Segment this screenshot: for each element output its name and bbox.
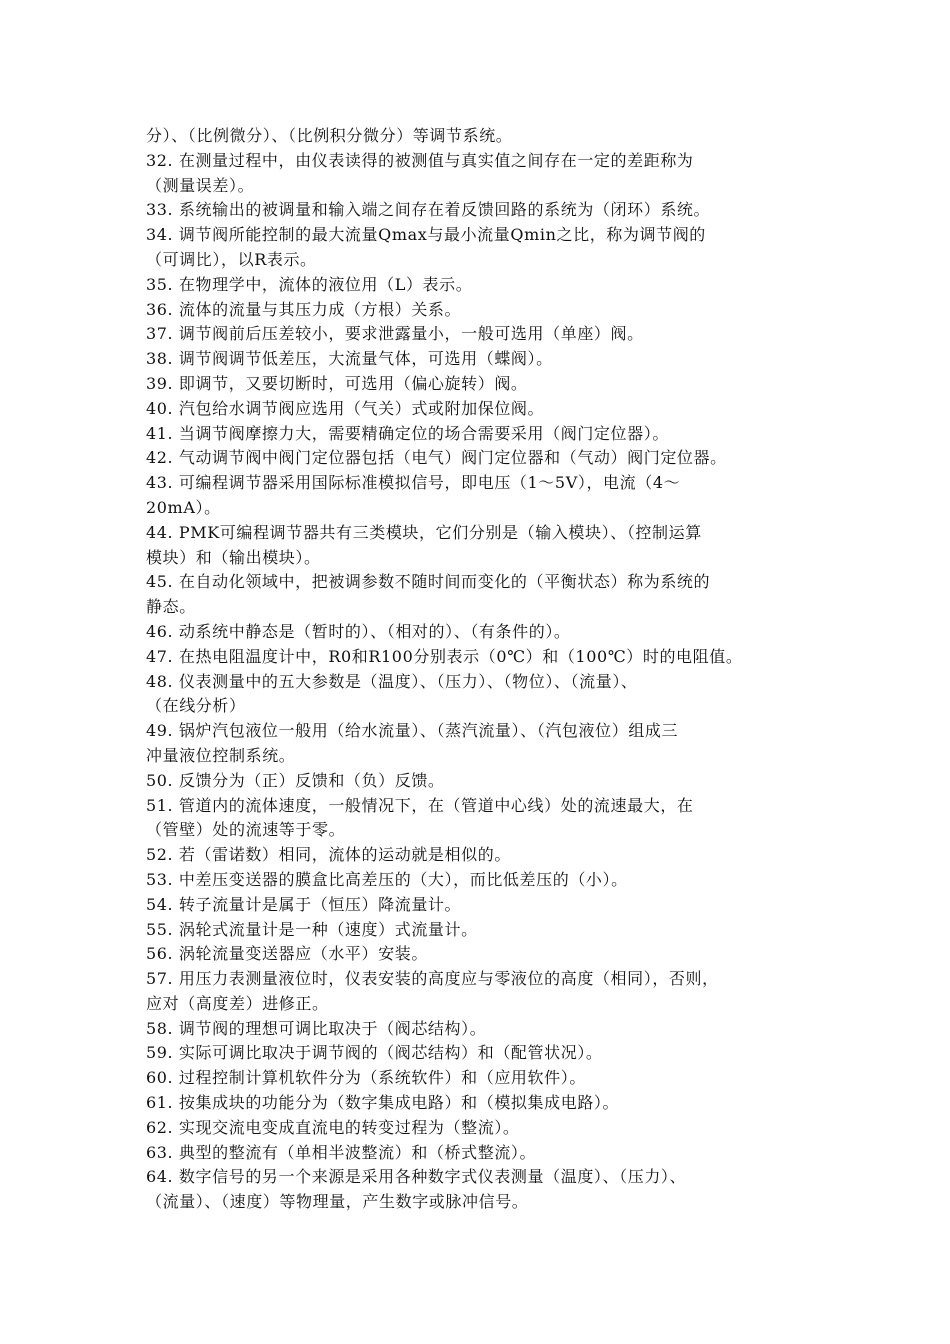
text-line: 冲量液位控制系统。 (146, 745, 296, 765)
text-line: 62. 实现交流电变成直流电的转变过程为（整流）。 (146, 1117, 520, 1137)
text-line: 37. 调节阀前后压差较小，要求泄露量小，一般可选用（单座）阀。 (146, 324, 644, 344)
text-line: 32. 在测量过程中，由仪表读得的被测值与真实值之间存在一定的差距称为 (146, 150, 694, 170)
text-line: 39. 即调节，又要切断时，可选用（偏心旋转）阀。 (146, 373, 528, 393)
text-line: 64. 数字信号的另一个来源是采用各种数字式仪表测量（温度）、（压力）、 (146, 1167, 687, 1187)
text-line: 45. 在自动化领域中，把被调参数不随时间而变化的（平衡状态）称为系统的 (146, 572, 711, 592)
text-line: 分）、（比例微分）、（比例积分微分）等调节系统。 (146, 126, 513, 145)
text-line: 41. 当调节阀摩擦力大，需要精确定位的场合需要采用（阀门定位器）。 (146, 423, 669, 443)
text-line (146, 1215, 818, 1240)
text-line: 20mA）。 (146, 497, 221, 517)
text-line: 54. 转子流量计是属于（恒压）降流量计。 (146, 894, 462, 914)
text-line: 46. 动系统中静态是（暂时的）、（相对的）、（有条件的）。 (146, 621, 571, 641)
text-line: 59. 实际可调比取决于调节阀的（阀芯结构）和（配管状况）。 (146, 1043, 603, 1063)
text-line: （在线分析） (146, 696, 246, 716)
text-line: 44. PMK可编程调节器共有三类模块，它们分别是（输入模块）、（控制运算 (146, 522, 702, 542)
text-line: 33. 系统输出的被调量和输入端之间存在着反馈回路的系统为（闭环）系统。 (146, 200, 711, 220)
text-line: 模块）和（输出模块）。 (146, 547, 321, 567)
text-line: 55. 涡轮式流量计是一种（速度）式流量计。 (146, 919, 478, 939)
text-line: 49. 锅炉汽包液位一般用（给水流量）、（蒸汽流量）、（汽包液位）组成三 (146, 721, 679, 741)
text-line: 36. 流体的流量与其压力成（方根）关系。 (146, 299, 462, 319)
text-line: （管壁）处的流速等于零。 (146, 820, 346, 840)
text-line: 56. 涡轮流量变送器应（水平）安装。 (146, 944, 428, 964)
text-line: （流量）、（速度）等物理量，产生数字或脉冲信号。 (146, 1192, 529, 1212)
text-line: 35. 在物理学中，流体的液位用（L）表示。 (146, 274, 473, 294)
document-body (146, 124, 818, 1240)
text-line: 57. 用压力表测量液位时，仪表安装的高度应与零液位的高度（相同），否则， (146, 969, 719, 989)
text-line: 43. 可编程调节器采用国际标准模拟信号，即电压（1～5V），电流（4～ (146, 473, 681, 493)
text-line: （可调比），以R表示。 (146, 249, 317, 269)
text-line: 34. 调节阀所能控制的最大流量Qmax与最小流量Qmin之比，称为调节阀的 (146, 225, 706, 245)
text-line: （测量误差）。 (146, 175, 255, 195)
text-line: 48. 仪表测量中的五大参数是（温度）、（压力）、（物位）、（流量）、 (146, 671, 638, 691)
text-line: 58. 调节阀的理想可调比取决于（阀芯结构）。 (146, 1018, 487, 1038)
text-line: 静态。 (146, 597, 196, 617)
text-line: 47. 在热电阻温度计中，R0和R100分别表示（0℃）和（100℃）时的电阻值。 (146, 646, 743, 666)
text-line: 50. 反馈分为（正）反馈和（负）反馈。 (146, 770, 445, 790)
text-line: 51. 管道内的流体速度，一般情况下，在（管道中心线）处的流速最大，在 (146, 795, 694, 815)
text-line: 42. 气动调节阀中阀门定位器包括（电气）阀门定位器和（气动）阀门定位器。 (146, 448, 727, 468)
text-line: 61. 按集成块的功能分为（数字集成电路）和（模拟集成电路）。 (146, 1093, 620, 1113)
text-line: 63. 典型的整流有（单相半波整流）和（桥式整流）。 (146, 1142, 537, 1162)
text-line: 应对（高度差）进修正。 (146, 993, 329, 1013)
text-line: 38. 调节阀调节低差压，大流量气体，可选用（蝶阀）。 (146, 349, 553, 369)
text-line: 40. 汽包给水调节阀应选用（气关）式或附加保位阀。 (146, 398, 545, 418)
text-line: 60. 过程控制计算机软件分为（系统软件）和（应用软件）。 (146, 1068, 586, 1088)
text-line: 53. 中差压变送器的膜盒比高差压的（大），而比低差压的（小）。 (146, 869, 628, 889)
text-line: 52. 若（雷诺数）相同，流体的运动就是相似的。 (146, 845, 511, 865)
